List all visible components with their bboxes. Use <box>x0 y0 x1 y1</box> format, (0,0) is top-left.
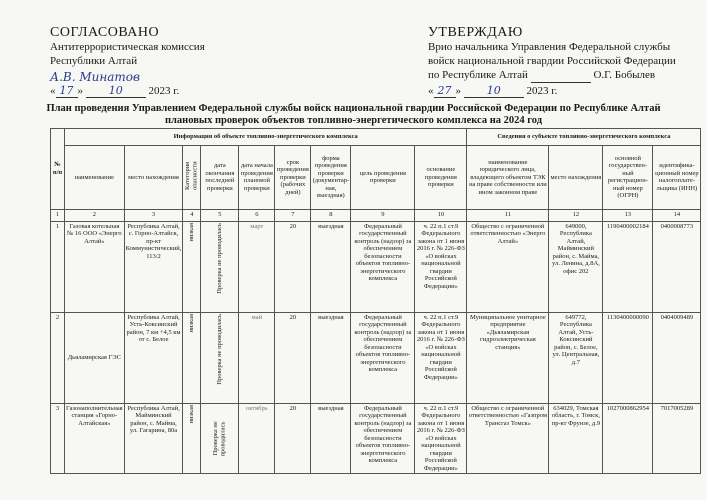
table-group-header <box>51 129 701 146</box>
header-owner-place: место нахождения <box>549 146 603 210</box>
object-category <box>183 312 201 403</box>
object-last-check-value: Проверка не проводилась <box>212 420 227 456</box>
header-last-check: дата окончания последней проверки <box>201 146 239 210</box>
header-category <box>183 146 201 210</box>
approve-line1: Врио начальника Управления Федеральной службы <box>428 41 671 53</box>
column-number: 4 <box>183 209 201 221</box>
column-number: 2 <box>65 209 125 221</box>
col-no-label: № п/п <box>52 161 63 176</box>
approval-block-left <box>50 26 205 84</box>
header-ogrn: основной государствен-ный регистрацион-ный номер (ОГРН) <box>603 146 653 210</box>
column-number: 13 <box>603 209 653 221</box>
agreed-org-line1: Антитеррористическая комиссия <box>50 41 205 53</box>
owner-place: 649000, Республика Алтай, Майминский район, с. Майма, ул. Ленина, д.8А, офис 202 <box>549 221 603 312</box>
table-row <box>51 312 701 403</box>
approval-block-right <box>428 26 676 83</box>
owner-inn: 0400008773 <box>653 221 701 312</box>
object-start: май <box>239 312 275 403</box>
row-number: 3 <box>51 403 65 474</box>
agreed-signature: А.В. Минатов <box>50 70 141 84</box>
object-basis: ч. 22 п.1 ст.9 Федерального закона от 1 июня 2016 г. № 226-ФЗ «О войсках национальной гвардии Российской Федерации» <box>415 312 467 403</box>
date-quote-open: « <box>428 85 434 97</box>
object-category <box>183 221 201 312</box>
object-days: 20 <box>275 403 311 474</box>
object-basis: ч. 22 п.1 ст.9 Федерального закона от 1 июня 2016 г. № 226-ФЗ «О войсках национальной гвардии Российской Федерации» <box>415 403 467 474</box>
agreed-date-month: 10 <box>86 84 146 98</box>
table-column-headers <box>51 146 701 210</box>
owner-name: Общество с ограниченной ответственностью «Энерго Алтай» <box>467 221 549 312</box>
column-number: 5 <box>201 209 239 221</box>
column-number: 7 <box>275 209 311 221</box>
owner-ogrn: 1190400002184 <box>603 221 653 312</box>
approve-line3-wrap <box>428 68 676 83</box>
owner-ogrn: 1027000862954 <box>603 403 653 474</box>
column-number: 8 <box>311 209 351 221</box>
owner-inn: 0404009489 <box>653 312 701 403</box>
approve-date <box>428 84 557 98</box>
column-number: 9 <box>351 209 415 221</box>
approve-date-day: 27 <box>434 84 456 98</box>
object-days: 20 <box>275 312 311 403</box>
owner-place: 634029, Томская область, г. Томск, пр-кт Фрунзе, д.9 <box>549 403 603 474</box>
object-goal: Федеральный государственный контроль (надзор) за обеспечением безопасности объектов топливно-энергетического комплекса <box>351 221 415 312</box>
object-last-check-value: Проверка не проводилась <box>216 313 224 385</box>
object-name: Газонаполнительная станция «Горно-Алтайская» <box>65 403 125 474</box>
object-name: Дьяламирская ГЭС <box>65 312 125 403</box>
row-number: 1 <box>51 221 65 312</box>
approve-heading: УТВЕРЖДАЮ <box>428 25 523 40</box>
header-form: форма проведения проверки (документар-ная, выездная) <box>311 146 351 210</box>
document-title-line1: План проведения Управлением Федеральной службы войск национальной гвардии Российской Федерации по Республике Алтай <box>46 103 661 114</box>
object-last-check <box>201 312 239 403</box>
header-place: место нахождения <box>124 146 183 210</box>
header-category-label: Категория опасности <box>184 161 199 191</box>
header-goal: цель проведения проверки <box>351 146 415 210</box>
date-quote-close: » <box>77 85 83 97</box>
header-inn: идентифика-ционный номер налогоплате-льщика (ИНН) <box>653 146 701 210</box>
approve-line3: по Республике Алтай <box>428 69 528 81</box>
column-number: 14 <box>653 209 701 221</box>
agreed-date-day: 17 <box>56 84 78 98</box>
row-number: 2 <box>51 312 65 403</box>
table-column-numbers <box>51 209 701 221</box>
col-no-header <box>51 129 65 210</box>
document-title-line2: плановых проверок объектов топливно-энергетического комплекса на 2024 год <box>164 115 543 126</box>
date-quote-open: « <box>50 85 56 97</box>
object-info-header: Информация об объекте топливно-энергетического комплекса <box>65 129 467 146</box>
object-category-value: низкая <box>188 222 196 241</box>
header-basis: основание проведения проверки <box>415 146 467 210</box>
approve-date-year: 2023 г. <box>526 85 558 97</box>
object-place: Республика Алтай, с. Горно-Алтайск, пр-кт Коммунистический, 113/2 <box>124 221 183 312</box>
owner-ogrn: 1130400000090 <box>603 312 653 403</box>
object-form: выездная <box>311 221 351 312</box>
approve-date-month: 10 <box>464 84 524 98</box>
object-form: выездная <box>311 403 351 474</box>
object-start: март <box>239 221 275 312</box>
subject-info-header: Сведения о субъекте топливно-энергетического комплекса <box>467 129 701 146</box>
column-number: 6 <box>239 209 275 221</box>
header-owner: наименование юридического лица, владеющего объектом ТЭК на праве собственности или ином законном праве <box>467 146 549 210</box>
object-category <box>183 403 201 474</box>
object-goal: Федеральный государственный контроль (надзор) за обеспечением безопасности объектов топливно-энергетического комплекса <box>351 403 415 474</box>
object-last-check <box>201 403 239 474</box>
column-number: 12 <box>549 209 603 221</box>
header-days: срок проведения проверки (рабочих дней) <box>275 146 311 210</box>
owner-inn: 7017005289 <box>653 403 701 474</box>
object-start: октябрь <box>239 403 275 474</box>
object-form: выездная <box>311 312 351 403</box>
object-name: Газовая котельная № 16 ООО «Энерго Алтай» <box>65 221 125 312</box>
agreed-date-year: 2023 г. <box>148 85 180 97</box>
object-goal: Федеральный государственный контроль (надзор) за обеспечением безопасности объектов топливно-энергетического комплекса <box>351 312 415 403</box>
approve-line2: войск национальной гвардии Российской Федерации <box>428 55 676 67</box>
owner-place: 649772, Республика Алтай, Усть-Коксинский район, с. Белое, ул. Центральная, д.7 <box>549 312 603 403</box>
agreed-date <box>50 84 179 98</box>
inspection-plan-table <box>50 128 701 474</box>
header-start: дата начала проведения плановой проверки <box>239 146 275 210</box>
object-basis: ч. 22 п.1 ст.9 Федерального закона от 1 июня 2016 г. № 226-ФЗ «О войсках национальной гвардии Российской Федерации» <box>415 221 467 312</box>
object-category-value: низкая <box>188 313 196 332</box>
column-number: 3 <box>124 209 183 221</box>
owner-name: Общество с ограниченной ответственностью «Газпром Трансгаз Томск» <box>467 403 549 474</box>
table-row <box>51 403 701 474</box>
date-quote-close: » <box>455 85 461 97</box>
agreed-heading: СОГЛАСОВАНО <box>50 25 160 40</box>
agreed-org-line2: Республики Алтай <box>50 55 138 67</box>
approve-signature <box>531 68 591 83</box>
object-days: 20 <box>275 221 311 312</box>
column-number: 11 <box>467 209 549 221</box>
owner-name: Муниципальное унитарное предприятие «Дьяламирская гидроэлектрическая станция» <box>467 312 549 403</box>
column-number: 1 <box>51 209 65 221</box>
object-place: Республика Алтай, Усть-Коксинский район, 7 км +4,5 км от с. Белое <box>124 312 183 403</box>
object-last-check <box>201 221 239 312</box>
header-name: наименование <box>65 146 125 210</box>
object-last-check-value: Проверка не проводилась <box>216 222 224 294</box>
object-category-value: низкая <box>188 404 196 423</box>
column-number: 10 <box>415 209 467 221</box>
table-row <box>51 221 701 312</box>
object-place: Республика Алтай, Майминский район, с. Майма, ул. Гагарина, 80а <box>124 403 183 474</box>
approve-name: О.Г. Бобылев <box>593 69 656 81</box>
